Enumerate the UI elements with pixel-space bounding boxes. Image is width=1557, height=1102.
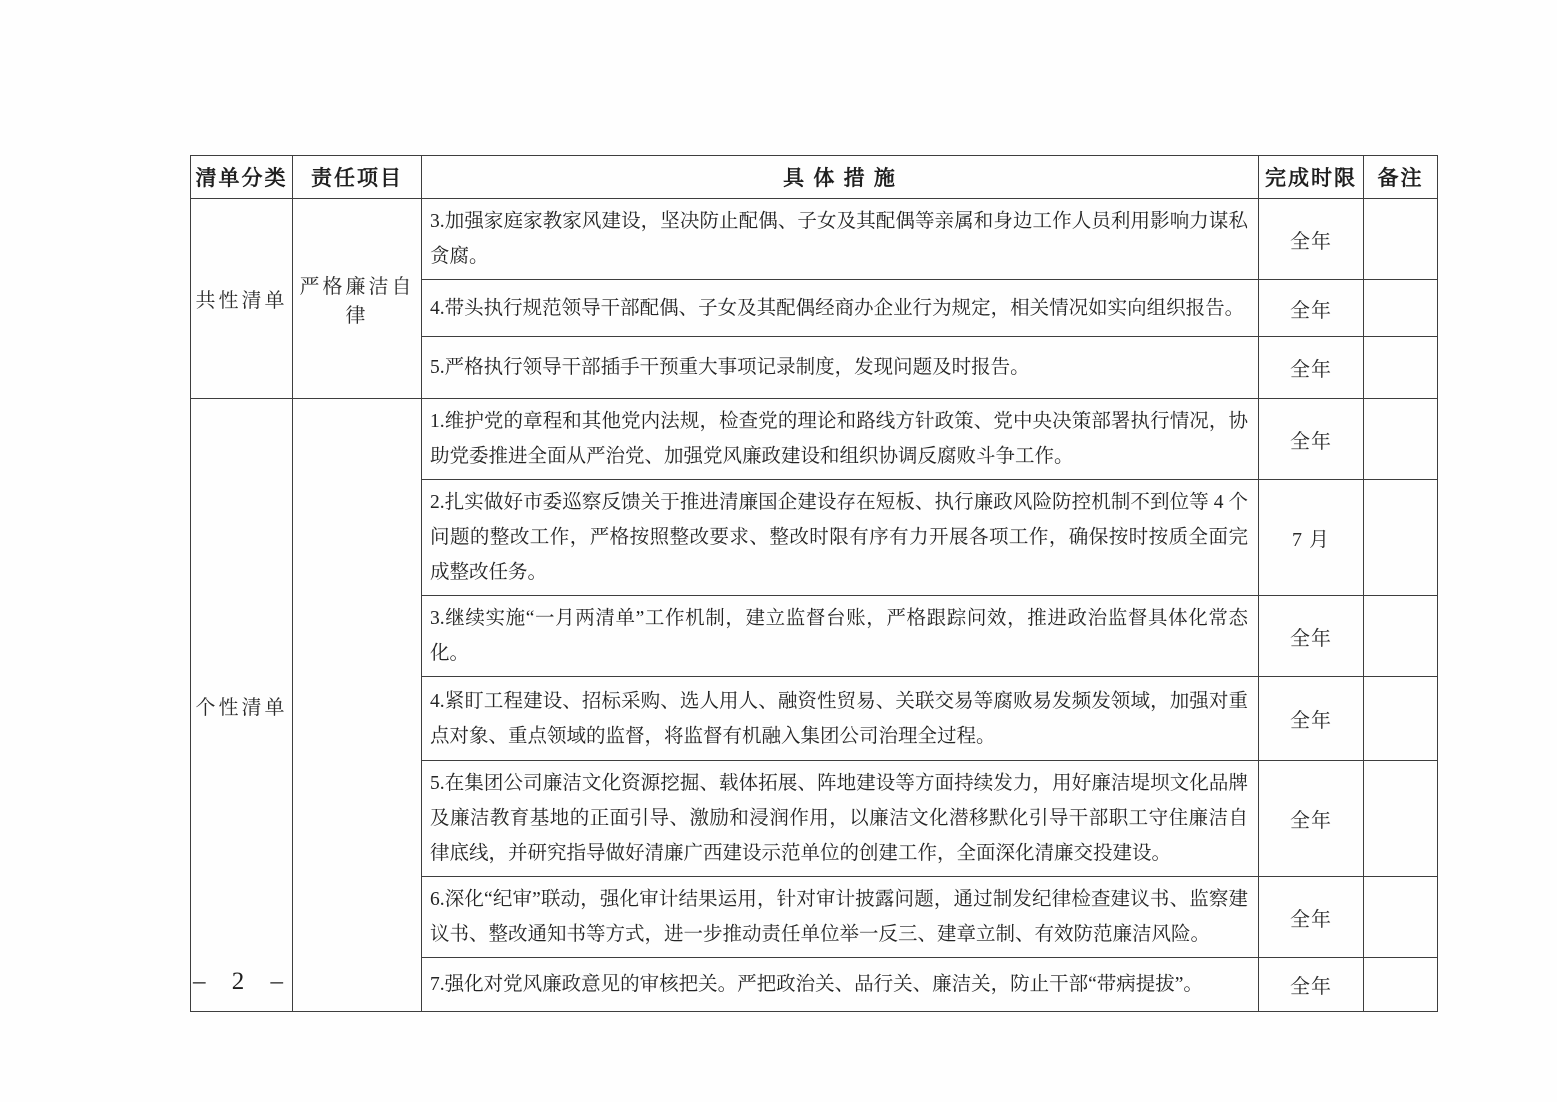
deadline-cell: 全年 — [1259, 337, 1364, 399]
note-cell — [1364, 761, 1438, 877]
project-cell: 严格廉洁自律 — [293, 199, 422, 399]
col-header-note: 备注 — [1364, 156, 1438, 199]
col-header-project: 责任项目 — [293, 156, 422, 199]
measure-cell: 6.深化“纪审”联动，强化审计结果运用，针对审计披露问题，通过制发纪律检查建议书、监察建议书、整改通知书等方式，进一步推动责任单位举一反三、建章立制、有效防范廉洁风险。 — [422, 877, 1259, 958]
deadline-cell: 全年 — [1259, 677, 1364, 761]
deadline-cell: 全年 — [1259, 199, 1364, 280]
note-cell — [1364, 596, 1438, 677]
measure-cell: 3.加强家庭家教家风建设，坚决防止配偶、子女及其配偶等亲属和身边工作人员利用影响力谋私贪腐。 — [422, 199, 1259, 280]
table-row — [191, 199, 1438, 280]
note-cell — [1364, 399, 1438, 480]
measure-cell: 2.扎实做好市委巡察反馈关于推进清廉国企建设存在短板、执行廉政风险防控机制不到位等 4 个问题的整改工作，严格按照整改要求、整改时限有序有力开展各项工作，确保按时按质全面完成整改任务。 — [422, 480, 1259, 596]
note-cell — [1364, 677, 1438, 761]
measure-cell: 5.在集团公司廉洁文化资源挖掘、载体拓展、阵地建设等方面持续发力，用好廉洁堤坝文化品牌及廉洁教育基地的正面引导、激励和浸润作用，以廉洁文化潜移默化引导干部职工守住廉洁自律底线，并研究指导做好清廉广西建设示范单位的创建工作，全面深化清廉交投建设。 — [422, 761, 1259, 877]
note-cell — [1364, 199, 1438, 280]
page-number: – 2 – — [193, 968, 293, 995]
responsibility-checklist-table — [190, 155, 1438, 1012]
deadline-cell: 全年 — [1259, 399, 1364, 480]
col-header-measures: 具 体 措 施 — [422, 156, 1259, 199]
measure-cell: 7.强化对党风廉政意见的审核把关。严把政治关、品行关、廉洁关，防止干部“带病提拔”。 — [422, 958, 1259, 1012]
category-cell: 共性清单 — [191, 199, 293, 399]
table-row — [191, 399, 1438, 480]
project-cell — [293, 399, 422, 1012]
measure-cell: 4.带头执行规范领导干部配偶、子女及其配偶经商办企业行为规定，相关情况如实向组织报告。 — [422, 280, 1259, 337]
category-cell: 个性清单 — [191, 399, 293, 1012]
deadline-cell: 全年 — [1259, 877, 1364, 958]
measure-cell: 3.继续实施“一月两清单”工作机制，建立监督台账，严格跟踪问效，推进政治监督具体化常态化。 — [422, 596, 1259, 677]
note-cell — [1364, 280, 1438, 337]
measure-cell: 1.维护党的章程和其他党内法规，检查党的理论和路线方针政策、党中央决策部署执行情况，协助党委推进全面从严治党、加强党风廉政建设和组织协调反腐败斗争工作。 — [422, 399, 1259, 480]
note-cell — [1364, 877, 1438, 958]
deadline-cell: 全年 — [1259, 958, 1364, 1012]
deadline-cell: 7 月 — [1259, 480, 1364, 596]
note-cell — [1364, 958, 1438, 1012]
deadline-cell: 全年 — [1259, 280, 1364, 337]
table-body — [191, 199, 1438, 1012]
col-header-category: 清单分类 — [191, 156, 293, 199]
deadline-cell: 全年 — [1259, 596, 1364, 677]
note-cell — [1364, 337, 1438, 399]
note-cell — [1364, 480, 1438, 596]
col-header-deadline: 完成时限 — [1259, 156, 1364, 199]
measure-cell: 4.紧盯工程建设、招标采购、选人用人、融资性贸易、关联交易等腐败易发频发领域，加强对重点对象、重点领域的监督，将监督有机融入集团公司治理全过程。 — [422, 677, 1259, 761]
measure-cell: 5.严格执行领导干部插手干预重大事项记录制度，发现问题及时报告。 — [422, 337, 1259, 399]
deadline-cell: 全年 — [1259, 761, 1364, 877]
table-header-row — [191, 156, 1438, 199]
